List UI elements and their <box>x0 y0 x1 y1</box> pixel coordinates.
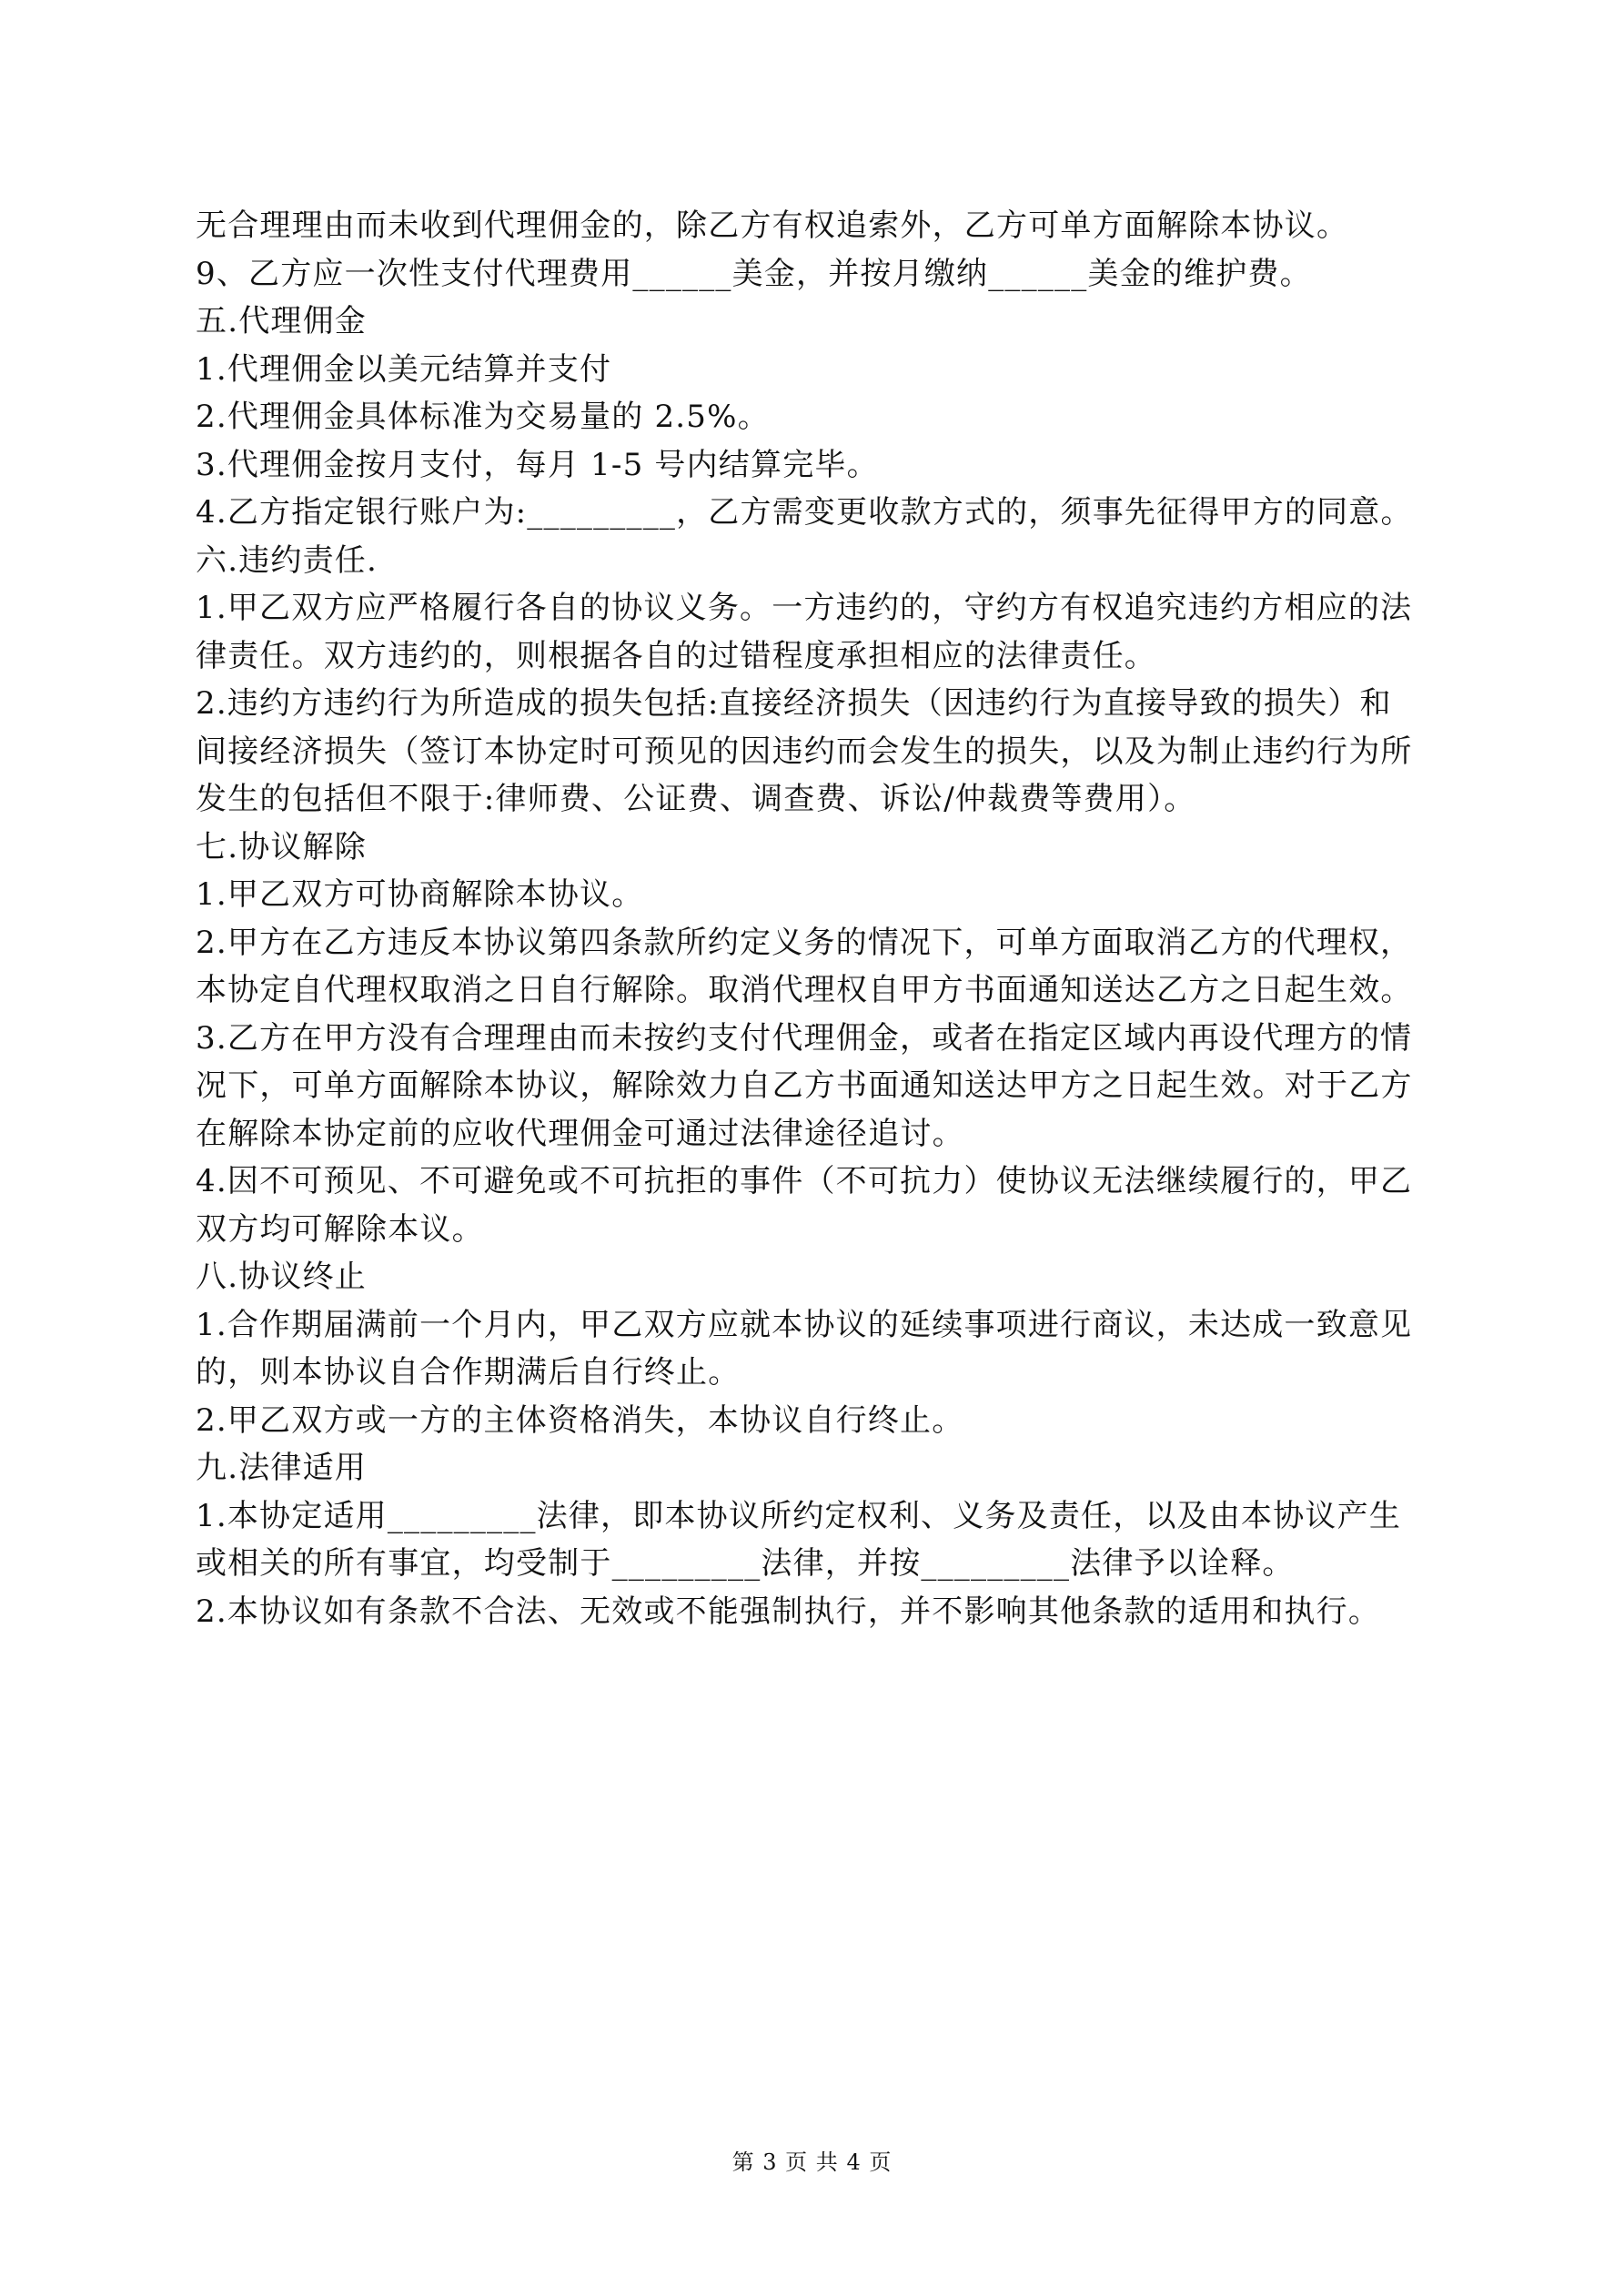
text-line: 无合理理由而未收到代理佣金的，除乙方有权追索外，乙方可单方面解除本协议。 <box>196 207 1349 244</box>
text-line: 1.代理佣金以美元结算并支付 <box>196 350 612 388</box>
text-line: 1.合作期届满前一个月内，甲乙双方应就本协议的延续事项进行商议，未达成一致意见 <box>196 1306 1413 1343</box>
text-line: 3.代理佣金按月支付，每月 1-5 号内结算完毕。 <box>196 446 879 483</box>
document-body <box>196 202 1451 1635</box>
text-line: 9、乙方应一次性支付代理费用______美金，并按月缴纳______美金的维护费。 <box>196 255 1312 292</box>
text-line: 3.乙方在甲方没有合理理由而未按约支付代理佣金，或者在指定区域内再设代理方的情 <box>196 1019 1413 1057</box>
text-line: 况下，可单方面解除本协议，解除效力自乙方书面通知送达甲方之日起生效。对于乙方 <box>196 1067 1413 1104</box>
text-line: 1.本协定适用_________法律，即本协议所约定权利、义务及责任，以及由本协议产生 <box>196 1497 1402 1534</box>
text-line: 2.本协议如有条款不合法、无效或不能强制执行，并不影响其他条款的适用和执行。 <box>196 1593 1381 1630</box>
text-line: 间接经济损失（签订本协定时可预见的因违约而会发生的损失，以及为制止违约行为所 <box>196 733 1413 770</box>
text-line: 2.甲方在乙方违反本协议第四条款所约定义务的情况下，可单方面取消乙方的代理权， <box>196 924 1413 961</box>
text-line: 4.乙方指定银行账户为:_________，乙方需变更收款方式的，须事先征得甲方的同意。 <box>196 494 1413 531</box>
text-line: 或相关的所有事宜，均受制于_________法律，并按_________法律予以诠释。 <box>196 1545 1295 1582</box>
text-line: 1.甲乙双方可协商解除本协议。 <box>196 876 644 913</box>
text-line: 2.代理佣金具体标准为交易量的 2.5%。 <box>196 399 770 435</box>
section-heading: 九.法律适用 <box>196 1450 368 1486</box>
text-line: 4.因不可预见、不可避免或不可抗拒的事件（不可抗力）使协议无法继续履行的，甲乙 <box>196 1163 1413 1199</box>
text-line: 2.违约方违约行为所造成的损失包括:直接经济损失（因违约行为直接导致的损失）和 <box>196 685 1392 722</box>
text-line: 双方均可解除本议。 <box>196 1210 484 1248</box>
section-heading: 八.协议终止 <box>196 1259 368 1295</box>
section-heading: 五.代理佣金 <box>196 303 368 339</box>
section-heading: 七.协议解除 <box>196 828 368 865</box>
text-line: 律责任。双方违约的，则根据各自的过错程度承担相应的法律责任。 <box>196 637 1156 674</box>
page-footer: 第 3 页 共 4 页 <box>731 2149 893 2175</box>
text-line: 发生的包括但不限于:律师费、公证费、调查费、诉讼/仲裁费等费用）。 <box>196 781 1196 817</box>
text-line: 本协定自代理权取消之日自行解除。取消代理权自甲方书面通知送达乙方之日起生效。 <box>196 972 1413 1008</box>
text-line: 1.甲乙双方应严格履行各自的协议义务。一方违约的，守约方有权追究违约方相应的法 <box>196 590 1413 626</box>
text-line: 在解除本协定前的应收代理佣金可通过法律途径追讨。 <box>196 1115 964 1152</box>
section-heading: 六.违约责任. <box>196 541 378 579</box>
text-line: 2.甲乙双方或一方的主体资格消失，本协议自行终止。 <box>196 1401 964 1439</box>
text-line: 的，则本协议自合作期满后自行终止。 <box>196 1354 741 1391</box>
